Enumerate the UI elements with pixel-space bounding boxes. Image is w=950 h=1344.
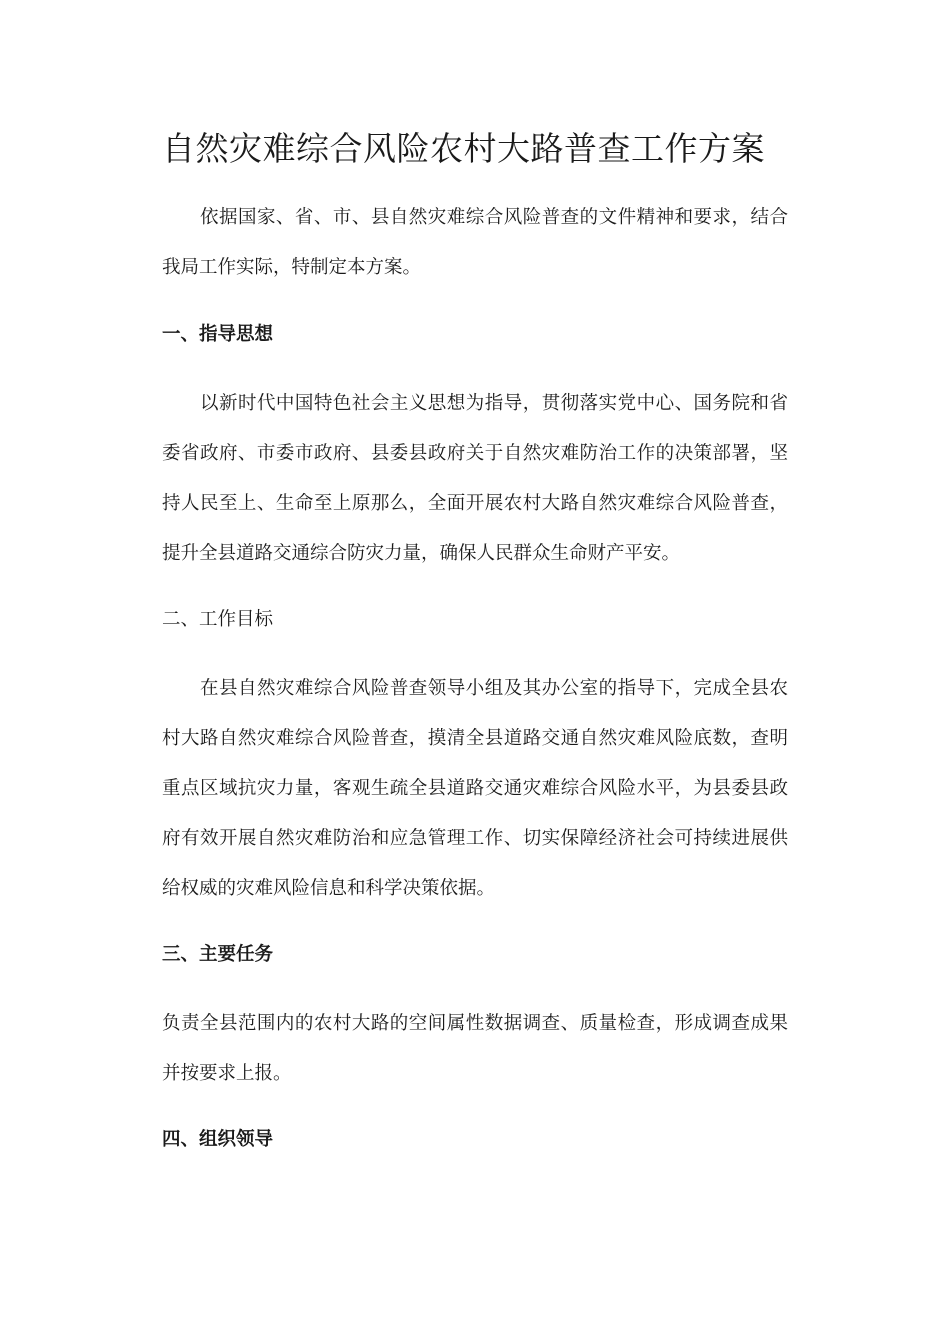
intro-paragraph: 依据国家、省、市、县自然灾难综合风险普查的文件精神和要求，结合我局工作实际，特制定本方案。: [162, 207, 788, 278]
document-title: 自然灾难综合风险农村大路普查工作方案: [162, 129, 765, 168]
section-body-work-goals: 在县自然灾难综合风险普查领导小组及其办公室的指导下，完成全县农村大路自然灾难综合风险普查，摸清全县道路交通自然灾难风险底数，查明重点区域抗灾力量，客观生疏全县道路交通灾难综合风险水平，为县委县政府有效开展自然灾难防治和应急管理工作、切实保障经济社会可持续进展供给权威的灾难风险信息和科学决策依据。: [162, 678, 788, 899]
section-body-main-tasks: 负责全县范围内的农村大路的空间属性数据调查、质量检查，形成调查成果并按要求上报。: [162, 1013, 788, 1084]
section-heading-work-goals: 二、工作目标: [162, 609, 274, 630]
section-body-guiding-ideology: 以新时代中国特色社会主义思想为指导，贯彻落实党中心、国务院和省委省政府、市委市政府、县委县政府关于自然灾难防治工作的决策部署，坚持人民至上、生命至上原那么，全面开展农村大路自然灾难综合风险普查，提升全县道路交通综合防灾力量，确保人民群众生命财产平安。: [162, 393, 788, 564]
section-heading-guiding-ideology: 一、指导思想: [162, 324, 274, 345]
section-heading-main-tasks: 三、主要任务: [162, 944, 274, 965]
section-heading-organization: 四、组织领导: [162, 1129, 274, 1150]
